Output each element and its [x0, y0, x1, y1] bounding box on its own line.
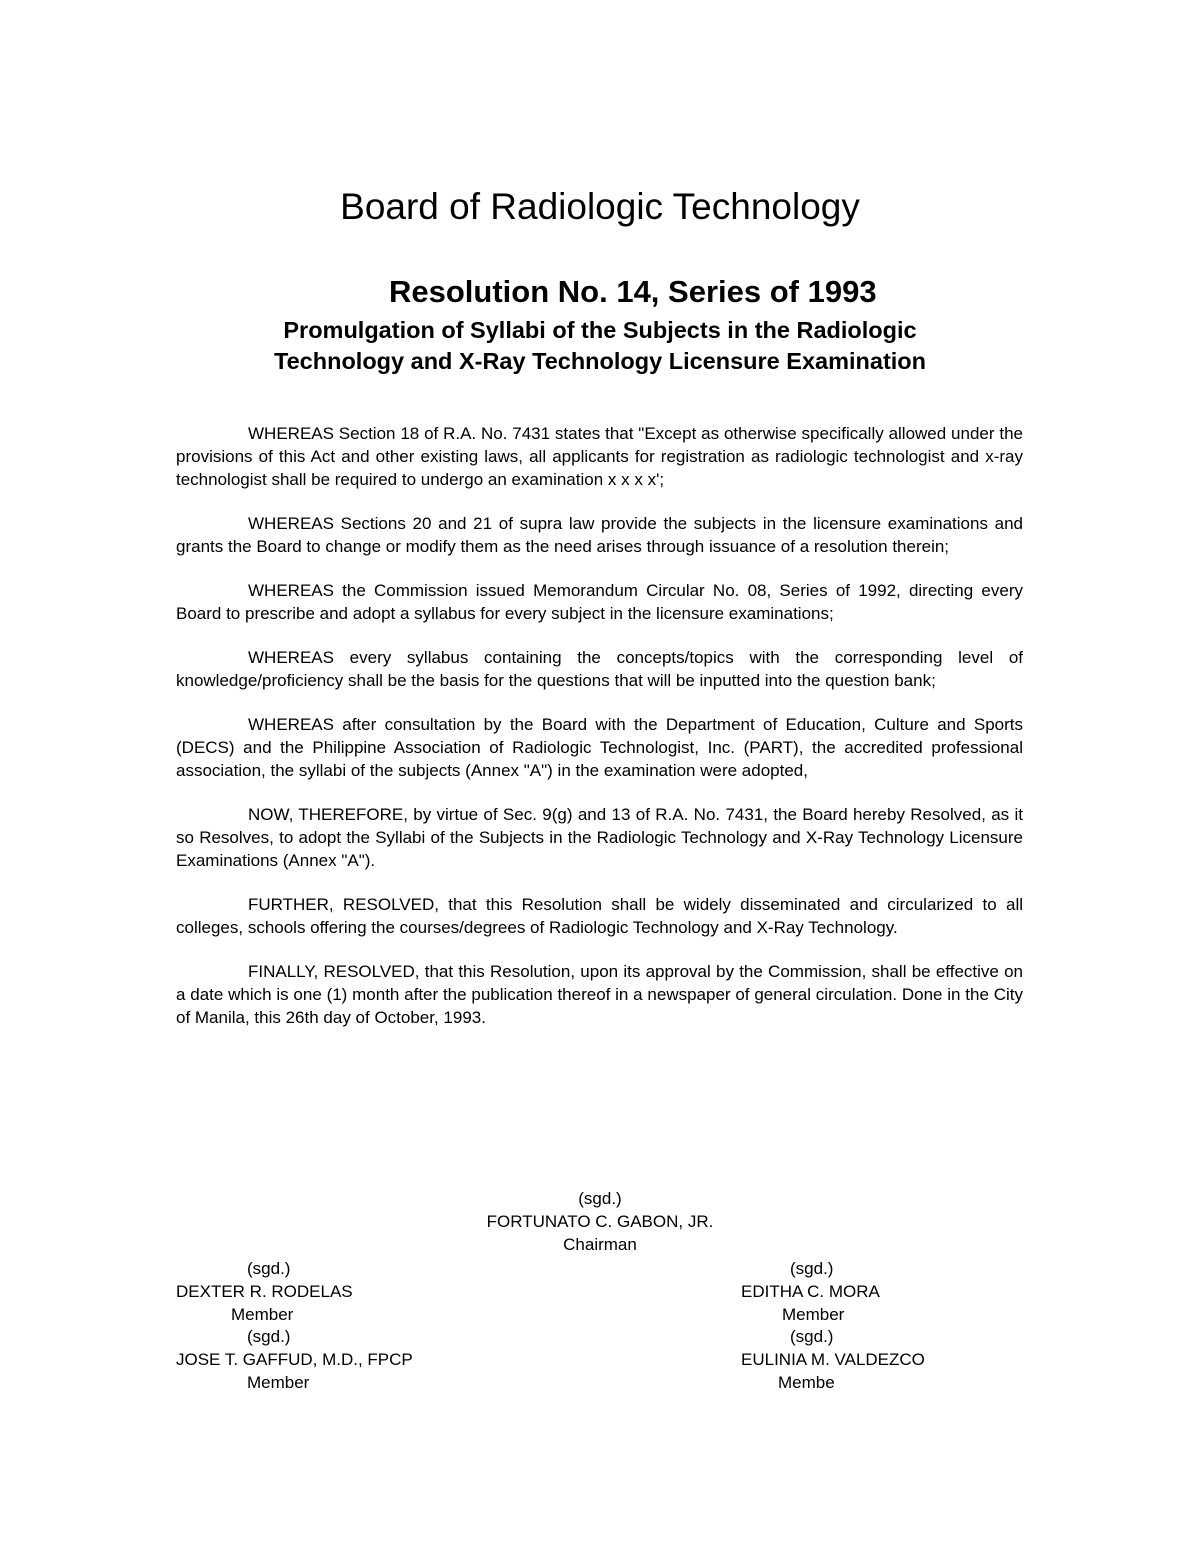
- whereas-paragraph-4: WHEREAS every syllabus containing the concepts/topics with the corresponding level of knowledge/proficiency shall be the basis for the questions that will be inputted into the question bank;: [176, 648, 1023, 690]
- member-signature-block-3: [176, 1325, 413, 1394]
- member-signature-block-4: [741, 1325, 925, 1394]
- whereas-paragraph-5: WHEREAS after consultation by the Board with the Department of Education, Culture and Sports (DECS) and the Philippine Association of Radiologic Technologist, Inc. (PART), the accredited professional association, the syllabi of the subjects (Annex "A") in the examination were adopted,: [176, 715, 1023, 780]
- chairman-sgd: (sgd.): [578, 1189, 622, 1208]
- member-sgd: (sgd.): [247, 1259, 291, 1278]
- whereas-paragraph-1: WHEREAS Section 18 of R.A. No. 7431 states that "Except as otherwise specifically allowed under the provisions of this Act and other existing laws, all applicants for registration as radiologic technologist and x-ray technologist shall be required to undergo an examination x x x x';: [176, 424, 1023, 489]
- whereas-paragraph-2: WHEREAS Sections 20 and 21 of supra law provide the subjects in the licensure examinations and grants the Board to change or modify them as the need arises through issuance of a resolution therein;: [176, 514, 1023, 556]
- member-name: EDITHA C. MORA: [741, 1282, 880, 1301]
- resolution-title: Resolution No. 14, Series of 1993: [389, 274, 877, 309]
- further-resolved-paragraph: FURTHER, RESOLVED, that this Resolution shall be widely disseminated and circularized to all colleges, schools offering the courses/degrees of Radiologic Technology and X-Ray Technology.: [176, 895, 1023, 937]
- member-signature-block-2: [741, 1257, 880, 1326]
- subtitle-line-1: Promulgation of Syllabi of the Subjects in the Radiologic: [283, 317, 917, 343]
- member-name: DEXTER R. RODELAS: [176, 1282, 353, 1301]
- chairman-name: FORTUNATO C. GABON, JR.: [486, 1212, 714, 1231]
- member-signature-block-1: [176, 1257, 353, 1326]
- resolution-subtitle: [0, 315, 1200, 377]
- chairman-signature-block: [0, 1187, 1200, 1256]
- member-role: Member: [782, 1305, 845, 1324]
- member-role: Member: [231, 1305, 294, 1324]
- now-therefore-paragraph: NOW, THEREFORE, by virtue of Sec. 9(g) and 13 of R.A. No. 7431, the Board hereby Resolved, as it so Resolves, to adopt the Syllabi of the Subjects in the Radiologic Technology and X-Ray Technology Licensure Examinations (Annex "A").: [176, 805, 1023, 870]
- whereas-paragraph-3: WHEREAS the Commission issued Memorandum Circular No. 08, Series of 1992, directing every Board to prescribe and adopt a syllabus for every subject in the licensure examinations;: [176, 581, 1023, 623]
- member-role: Membe: [778, 1373, 835, 1392]
- member-role: Member: [247, 1373, 310, 1392]
- subtitle-line-2: Technology and X-Ray Technology Licensure Examination: [273, 348, 927, 374]
- finally-resolved-paragraph: FINALLY, RESOLVED, that this Resolution, upon its approval by the Commission, shall be effective on a date which is one (1) month after the publication thereof in a newspaper of general circulation. Done in the City of Manila, this 26th day of October, 1993.: [176, 962, 1023, 1027]
- member-name: EULINIA M. VALDEZCO: [741, 1350, 925, 1369]
- member-name: JOSE T. GAFFUD, M.D., FPCP: [176, 1350, 413, 1369]
- member-sgd: (sgd.): [790, 1259, 834, 1278]
- member-sgd: (sgd.): [790, 1327, 834, 1346]
- chairman-role: Chairman: [563, 1235, 637, 1254]
- member-sgd: (sgd.): [247, 1327, 291, 1346]
- resolution-body: [176, 422, 1023, 1050]
- board-title: Board of Radiologic Technology: [340, 186, 860, 227]
